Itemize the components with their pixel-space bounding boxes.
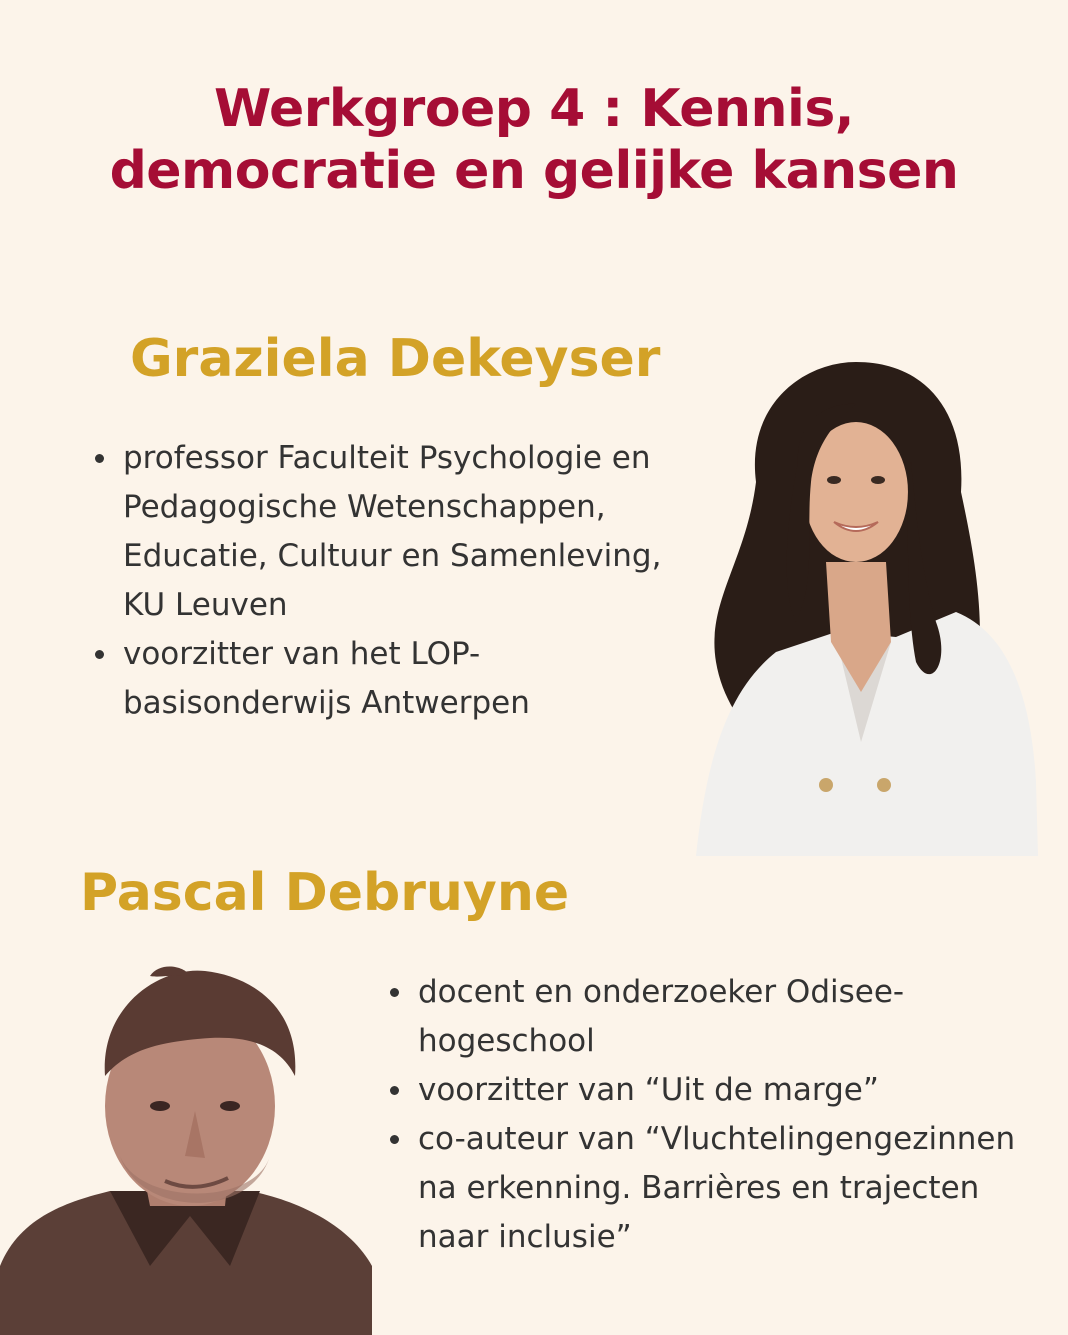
person-bio-list-pascal <box>418 968 1048 1262</box>
bio-text: voorzitter van het LOP-basisonderwijs Antwerpen <box>123 636 530 721</box>
list-item <box>418 968 1048 1066</box>
page-title-line-2: democratie en gelijke kansen <box>109 141 959 201</box>
person-name-pascal: Pascal Debruyne <box>80 863 570 923</box>
bio-text: co-auteur van “Vluchtelingengezinnen na erkenning. Barrières en trajecten naar inclusie” <box>418 1121 1016 1255</box>
portrait-photo-pascal <box>0 966 372 1335</box>
list-item <box>123 630 703 728</box>
bullet-dot-icon <box>390 1086 399 1095</box>
bio-text: voorzitter van “Uit de marge” <box>418 1072 879 1108</box>
bio-text: professor Faculteit Psychologie en Pedagogische Wetenschappen, Educatie, Cultuur en Samenleving, KU Leuven <box>123 440 662 623</box>
bullet-dot-icon <box>95 454 104 463</box>
bio-text: docent en onderzoeker Odisee-hogeschool <box>418 974 905 1059</box>
portrait-photo-graziela <box>686 362 1038 856</box>
list-item <box>418 1066 1048 1115</box>
bullet-dot-icon <box>390 1135 399 1144</box>
person-name-graziela: Graziela Dekeyser <box>130 329 661 389</box>
list-item <box>418 1115 1048 1262</box>
bullet-dot-icon <box>390 988 399 997</box>
person-bio-list-graziela <box>123 434 703 728</box>
page-title <box>0 78 1068 202</box>
list-item <box>123 434 703 630</box>
bullet-dot-icon <box>95 650 104 659</box>
page-title-line-1: Werkgroep 4 : Kennis, <box>213 79 855 139</box>
